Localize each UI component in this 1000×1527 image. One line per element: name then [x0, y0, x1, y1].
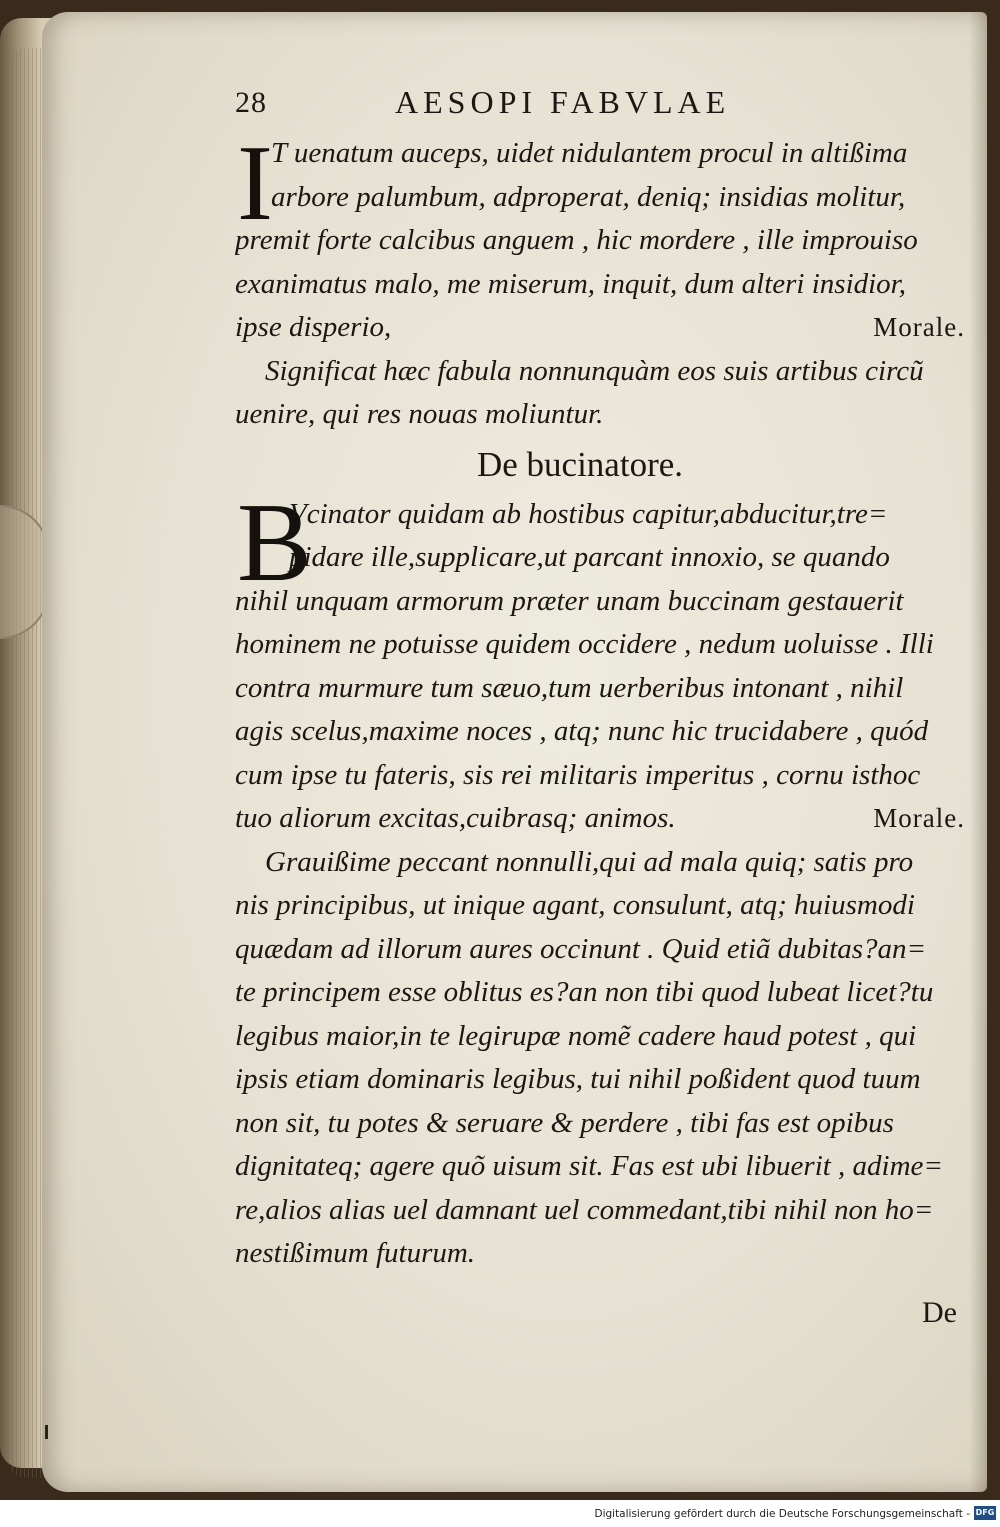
fable-2-line: agis scelus,maxime noces , atq; nunc hic trucidabere , quód — [235, 715, 929, 747]
fable-1-line: T uenatum auceps, uidet nidulantem procul in altißima — [271, 137, 908, 169]
fable-2-line — [235, 797, 965, 841]
fable-2-line: contra murmure tum sæuo,tum uerberibus intonant , nihil — [235, 671, 904, 704]
moral-line: re,alios alias uel damnant uel commedant,tibi nihil non ho= — [235, 1193, 934, 1226]
moral-line: uenire, qui res nouas moliuntur. — [235, 398, 604, 430]
moral-line: non sit, tu potes & seruare & perdere , tibi fas est opibus — [235, 1106, 894, 1139]
margin-mark — [45, 1425, 48, 1439]
moral-line: legibus maior,in te legirupæ nomẽ cadere haud potest , qui — [235, 1019, 917, 1052]
moral-line: Grauißime peccant nonnulli,qui ad mala quiq; satis pro — [265, 845, 914, 878]
fable-2-line: hominem ne potuisse quidem occidere , nedum uoluisse . Illi — [235, 628, 934, 660]
fable-2-line: cum ipse tu fateris, sis rei militaris imperitus , cornu isthoc — [235, 758, 921, 791]
fable-2-line: Vcinator quidam ab hostibus capitur,abducitur,tre= — [289, 497, 888, 530]
footer-bar — [0, 1500, 1000, 1527]
fable-title: De bucinatore. — [476, 444, 684, 484]
moral-line: ipsis etiam dominaris legibus, tui nihil poßident quod tuum — [235, 1063, 921, 1095]
page-header — [235, 82, 965, 132]
fable-2-line: pidare ille,supplicare,ut parcant innoxio, se quando — [289, 541, 890, 573]
moral-line: quædam ad illorum aures occinunt . Quid etiã dubitas?an= — [235, 932, 927, 965]
fable-2-last-line: tuo aliorum excitas,cuibrasq; animos. — [235, 802, 676, 834]
fable-1-line: exanimatus malo, me miserum, inquit, dum alteri insidior, — [235, 267, 907, 300]
running-head: AESOPI FABVLAE — [395, 84, 731, 120]
fable-1 — [235, 124, 965, 437]
dfg-logo-icon: DFG — [974, 1506, 996, 1520]
moral-line: te principem esse oblitus es?an non tibi quod lubeat licet?tu — [235, 976, 934, 1008]
fable-2 — [235, 480, 965, 1276]
moral-line: nestißimum futurum. — [235, 1237, 476, 1269]
moral-line: nis principibus, ut inique agant, consulunt, atq; huiusmodi — [235, 889, 915, 921]
moral-line: Significat hæc fabula nonnunquàm eos suis artibus circũ — [265, 354, 924, 387]
page-number: 28 — [235, 86, 267, 119]
fable-1-line: premit forte calcibus anguem , hic mordere , ille improuiso — [235, 224, 918, 256]
moral-line: dignitateq; agere quõ uisum sit. Fas est ubi libuerit , adime= — [235, 1150, 943, 1182]
dropcap-initial: B — [237, 480, 312, 605]
funding-credit: Digitalisierung gefördert durch die Deutsche Forschungsgemeinschaft - — [594, 1508, 970, 1520]
catchword: De — [922, 1295, 957, 1329]
fable-1-last-line: ipse disperio, — [235, 311, 392, 343]
dropcap-initial: I — [237, 124, 273, 243]
moral-label: Morale. — [873, 312, 965, 342]
moral-label: Morale. — [873, 803, 965, 833]
fable-2-line: nihil unquam armorum præter unam buccinam gestauerit — [235, 584, 904, 617]
fable-1-line: arbore palumbum, adproperat, deniq; insidias molitur, — [271, 180, 906, 213]
page-text — [235, 82, 965, 1330]
fable-1-line — [235, 306, 965, 350]
